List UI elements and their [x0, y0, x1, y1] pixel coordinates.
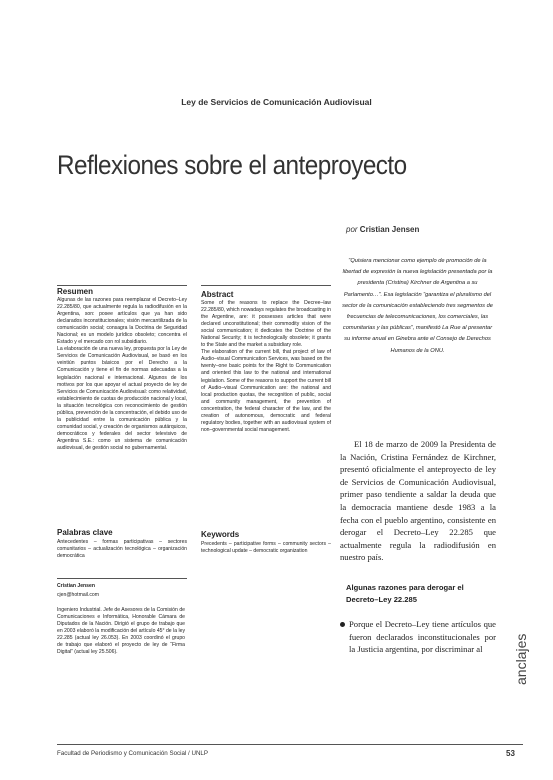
author-bio: Ingeniero Industrial. Jefe de Asesores de la Comisión de Comunicaciones e Informática, Honorable Cámara de Diputados de la Nación. Dirigió el grupo de trabajo que en 2003 elaboró la modificación del artículo 45° de la ley 22.285 (actual ley 26.053). En 2003 coordinó el grupo de trabajo que elaboró el proyecto de ley de “Firma Digital” (actual ley 25.506). — [57, 607, 185, 656]
bullet-text: Porque el Decreto–Ley tiene artículos que fueron declarados inconstitucionales por la Justicia argentina, por discriminar al — [349, 619, 496, 655]
resumen-heading: Resumen — [57, 287, 94, 296]
author-email: cjen@hotmail.com — [57, 592, 99, 598]
footer-text: Facultad de Periodismo y Comunicación Social / UNLP — [57, 750, 208, 757]
section-header: Ley de Servicios de Comunicación Audiovisual — [181, 97, 372, 107]
side-label: anclajes — [513, 633, 529, 685]
resumen-body — [57, 297, 187, 452]
palabras-clave-text: Antecedentes – formas participativas – sectores comunitarios – actualización tecnológica – organización democrática — [57, 539, 187, 560]
abstract-rule — [201, 285, 331, 286]
abstract-heading: Abstract — [201, 290, 234, 299]
resumen-paragraph: Algunas de las razones para reemplazar el Decreto–Ley 22.285/80, que actualmente regula la radiodifusión en la Argentina, son: posee artículos que ya han sido declarados inconstitucionales; visión mercantilizada de la comunicación social; consagra la Doctrina de Seguridad Nacional; es un modelo jurídico obsoleto; concentra el Estado y el mercado con rol subsidiario. — [57, 297, 187, 346]
palabras-clave-heading: Palabras clave — [57, 528, 113, 537]
resumen-rule — [57, 285, 187, 286]
subheading: Algunas razones para derogar el Decreto–Ley 22.285 — [346, 583, 464, 604]
resumen-paragraph: La elaboración de una nueva ley, propuesta por la Ley de Servicios de Comunicación Audiovisual, se basó en los veintiún puntos básicos por el Derecho a la Comunicación y tiene el fin de normas adecuadas a la legislación nacional e internacional. Algunos de los motivos por los que apoyar el actual proyecto de ley de Servicios de Comunicación Audiovisual: como relatividad, establecimiento de cuotas de producción nacional y local, la situación tecnológica con reconocimiento de gestión pública, prevención de la concentración, el debido uso de la publicidad entre la comunicación pública y la comunidad social, y creación de organismos autárquicos, democráticos y federales del sector televisivo de Argentina S.E.: como un sistema de comunicación audiovisual, de gestión social no gubernamental. — [57, 346, 187, 451]
page-number: 53 — [506, 749, 515, 758]
abstract-paragraph: The elaboration of the current bill, that project of law of Audio–visual Communication Services, was based on the twenty–one basic points for the Right to Communication and oriented this law to the national and international legislation. Some of the reasons to support the current bill of Audio–visual Communication are: the national and local production quotas, the recognition of public, social and community management, the prevention of concentration, the federal character of the law, and the creation of autonomous, democratic and federal regulatory bodies, together with an audiovisual system of non–governmental social management. — [201, 349, 331, 433]
abstract-body — [201, 300, 331, 434]
keywords-heading: Keywords — [201, 530, 240, 539]
footer-rule — [57, 744, 523, 745]
bullet-item — [340, 618, 496, 656]
byline-por: por — [346, 225, 358, 234]
bullet-dot-icon — [340, 622, 345, 627]
keywords-text: Precedents – participative forms – community sectors – technological update – democratic organization — [201, 541, 331, 555]
author-rule — [57, 578, 187, 579]
abstract-paragraph: Some of the reasons to replace the Decree–law 22.285/80, which nowadays regulates the broadcasting in the Argentine, are: it possesses articles that were declared unconstitutional; their commodity vision of the social communication; it dedicates the Doctrine of the National Security; it is technologically obsolete; it grants to the State and the market a subsidiary role. — [201, 300, 331, 349]
byline — [346, 225, 419, 234]
pull-quote: “Quisiera mencionar como ejemplo de promoción de la libertad de expresión la nueva legislación presentada por la presidenta (Cristina) Kirchner de Argentina a su Parlamento…”. Esa legislación “garantiza el pluralismo del sector de la comunicación estableciendo tres segmentos de frecuencias de telecomunicaciones, los comerciales, las comunitarias y las públicas”, manifestó La Rue al presentar su informe anual en Ginebra ante el Consejo de Derechos Humanos de la ONU. — [342, 258, 493, 354]
article-title: Reflexiones sobre el anteproyecto — [57, 150, 407, 180]
byline-author: Cristian Jensen — [359, 225, 420, 234]
author-name: Cristian Jensen — [57, 583, 95, 589]
body-paragraph: El 18 de marzo de 2009 la Presidenta de la Nación, Cristina Fernández de Kirchner, presentó oficialmente el anteproyecto de ley de Servicios de Comunicación Audiovisual, primer paso tendiente a saldar la deuda que la democracia mantiene desde 1983 a la fecha con el pueblo argentino, consistente en derogar el Decreto–Ley 22.285 que actualmente regula la radiodifusión en nuestro país. — [340, 439, 496, 563]
